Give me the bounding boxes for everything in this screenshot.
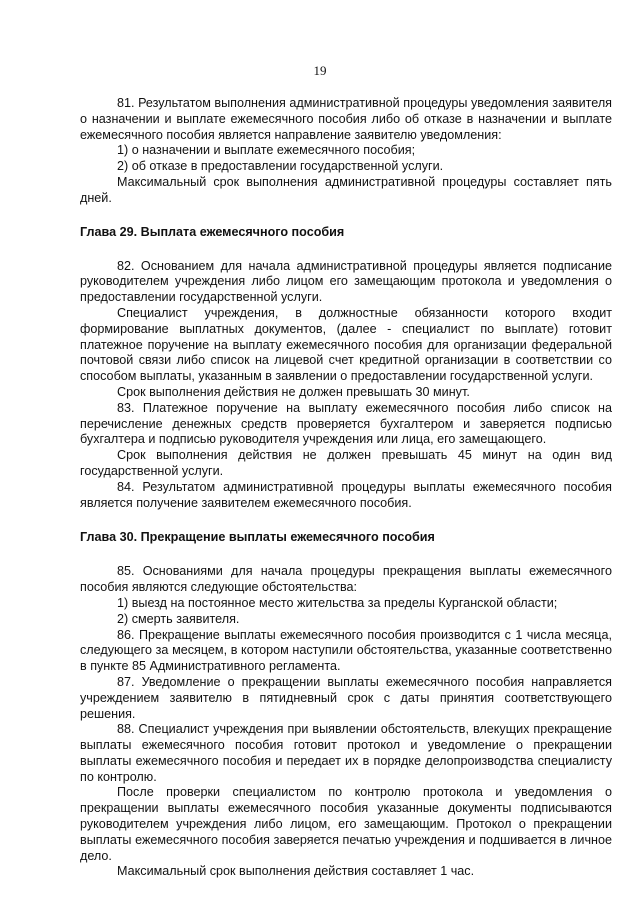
paragraph-88: 88. Специалист учреждения при выявлении обстоятельств, влекущих прекращение выплаты ежемесячного пособия готовит протокол и уведомление о прекращении выплаты ежемесячного пособия и передает их в порядке делопроизводства специалисту по контролю. bbox=[80, 722, 612, 784]
paragraph-83: 83. Платежное поручение на выплату ежемесячного пособия либо список на перечисление денежных средств проверяется бухгалтером и заверяется подписью бухгалтера и подписью руководителя учреждения или лица, его замещающего. bbox=[80, 400, 612, 447]
paragraph-82: 82. Основанием для начала административной процедуры является подписание руководителем учреждения либо лицом его замещающим протокола и уведомления о предоставлении государственной услуги. bbox=[80, 258, 612, 305]
paragraph-81: 81. Результатом выполнения административной процедуры уведомления заявителя о назначении и выплате ежемесячного пособия либо об отказе в назначении и выплате ежемесячного пособия является направление заявителю уведомления: bbox=[80, 96, 612, 142]
list-item-1: 1) выезд на постоянное место жительства за пределы Курганской области; bbox=[117, 595, 558, 610]
chapter-30-heading: Глава 30. Прекращение выплаты ежемесячного пособия bbox=[80, 530, 435, 545]
paragraph-term-30: Срок выполнения действия не должен превышать 30 минут. bbox=[117, 384, 470, 399]
paragraph-max-term: Максимальный срок выполнения административной процедуры составляет пять дней. bbox=[80, 174, 612, 205]
paragraph-86: 86. Прекращение выплаты ежемесячного пособия производится с 1 числа месяца, следующего за месяцем, в котором наступили обстоятельства, указанные соответственно в пункте 85 Административного регламента. bbox=[80, 627, 612, 674]
list-item-2: 2) об отказе в предоставлении государственной услуги. bbox=[117, 159, 444, 174]
paragraph-specialist: Специалист учреждения, в должностные обязанности которого входит формирование выплатных документов, (далее - специалист по выплате) готовит платежное поручение на выплату ежемесячного пособия для организации федеральной почтовой связи либо список на лицевой счет кредитной организации в соответствии со способом выплаты, указанным в заявлении о предоставлении государственной услуги. bbox=[80, 305, 612, 384]
paragraph-87: 87. Уведомление о прекращении выплаты ежемесячного пособия направляется учреждением заявителю в пятидневный срок с даты принятия соответствующего решения. bbox=[80, 674, 612, 721]
chapter-29-heading: Глава 29. Выплата ежемесячного пособия bbox=[80, 224, 345, 239]
list-item-2: 2) смерть заявителя. bbox=[117, 611, 240, 626]
paragraph-after-check: После проверки специалистом по контролю протокола и уведомления о прекращении выплаты ежемесячного пособия указанные документы подписываются руководителем учреждения либо лицом, его замещающим. Протокол о прекращении выплаты ежемесячного пособия заверяется печатью учреждения и подшивается в личное дело. bbox=[80, 785, 612, 863]
page-number: 19 bbox=[313, 63, 327, 78]
paragraph-max-term-1h: Максимальный срок выполнения действия составляет 1 час. bbox=[117, 864, 475, 879]
document-body bbox=[80, 96, 612, 880]
paragraph-term-45: Срок выполнения действия не должен превышать 45 минут на один вид государственной услуги. bbox=[80, 448, 612, 478]
paragraph-85: 85. Основаниями для начала процедуры прекращения выплаты ежемесячного пособия являются следующие обстоятельства: bbox=[80, 564, 612, 595]
paragraph-84: 84. Результатом административной процедуры выплаты ежемесячного пособия является получение заявителем ежемесячного пособия. bbox=[80, 479, 612, 510]
list-item-1: 1) о назначении и выплате ежемесячного пособия; bbox=[117, 143, 416, 158]
